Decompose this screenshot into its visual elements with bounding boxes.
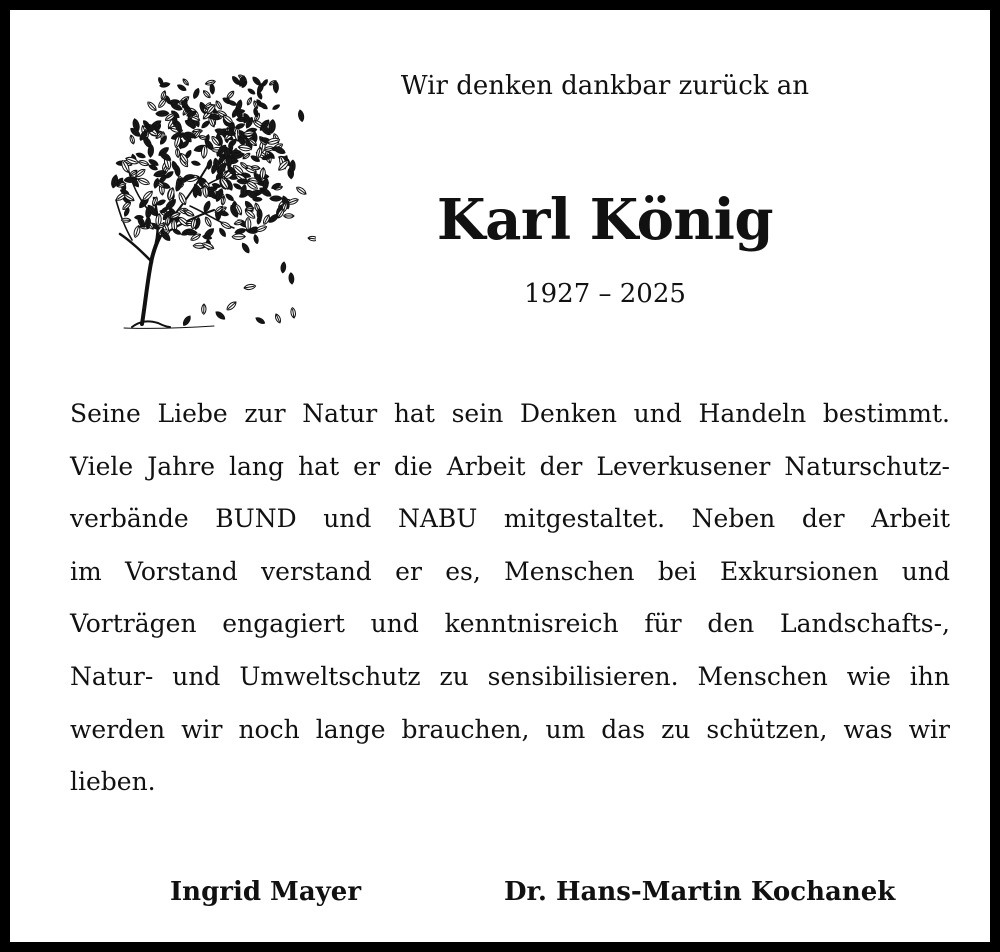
life-dates: 1927 – 2025	[524, 279, 686, 309]
tribute-line: Viele Jahre lang hat er die Arbeit der Leverkusener Naturschutz-	[70, 451, 950, 481]
tribute-line: lieben.	[70, 767, 156, 797]
tribute-line: im Vorstand verstand er es, Menschen bei Exkursionen und	[70, 556, 950, 586]
tribute-line: Vorträgen engagiert und kenntnisreich für den Landschafts-,	[70, 609, 950, 639]
tree-illustration	[94, 66, 316, 334]
tribute-line: werden wir noch lange brauchen, um das zu schützen, was wir	[70, 714, 950, 744]
signature-name: Ingrid Mayer	[170, 877, 362, 907]
signature-name: Dr. Hans-Martin Kochanek	[504, 877, 896, 907]
tribute-line: Seine Liebe zur Natur hat sein Denken und Handeln bestimmt.	[70, 399, 950, 428]
tribute-line: verbände BUND und NABU mitgestaltet. Neben der Arbeit	[70, 504, 950, 534]
tribute-line: Natur- und Umweltschutz zu sensibilisieren. Menschen wie ihn	[70, 661, 950, 691]
tribute-text	[70, 388, 950, 809]
deceased-name: Karl König	[436, 187, 774, 253]
intro-text: Wir denken dankbar zurück an	[400, 71, 810, 101]
